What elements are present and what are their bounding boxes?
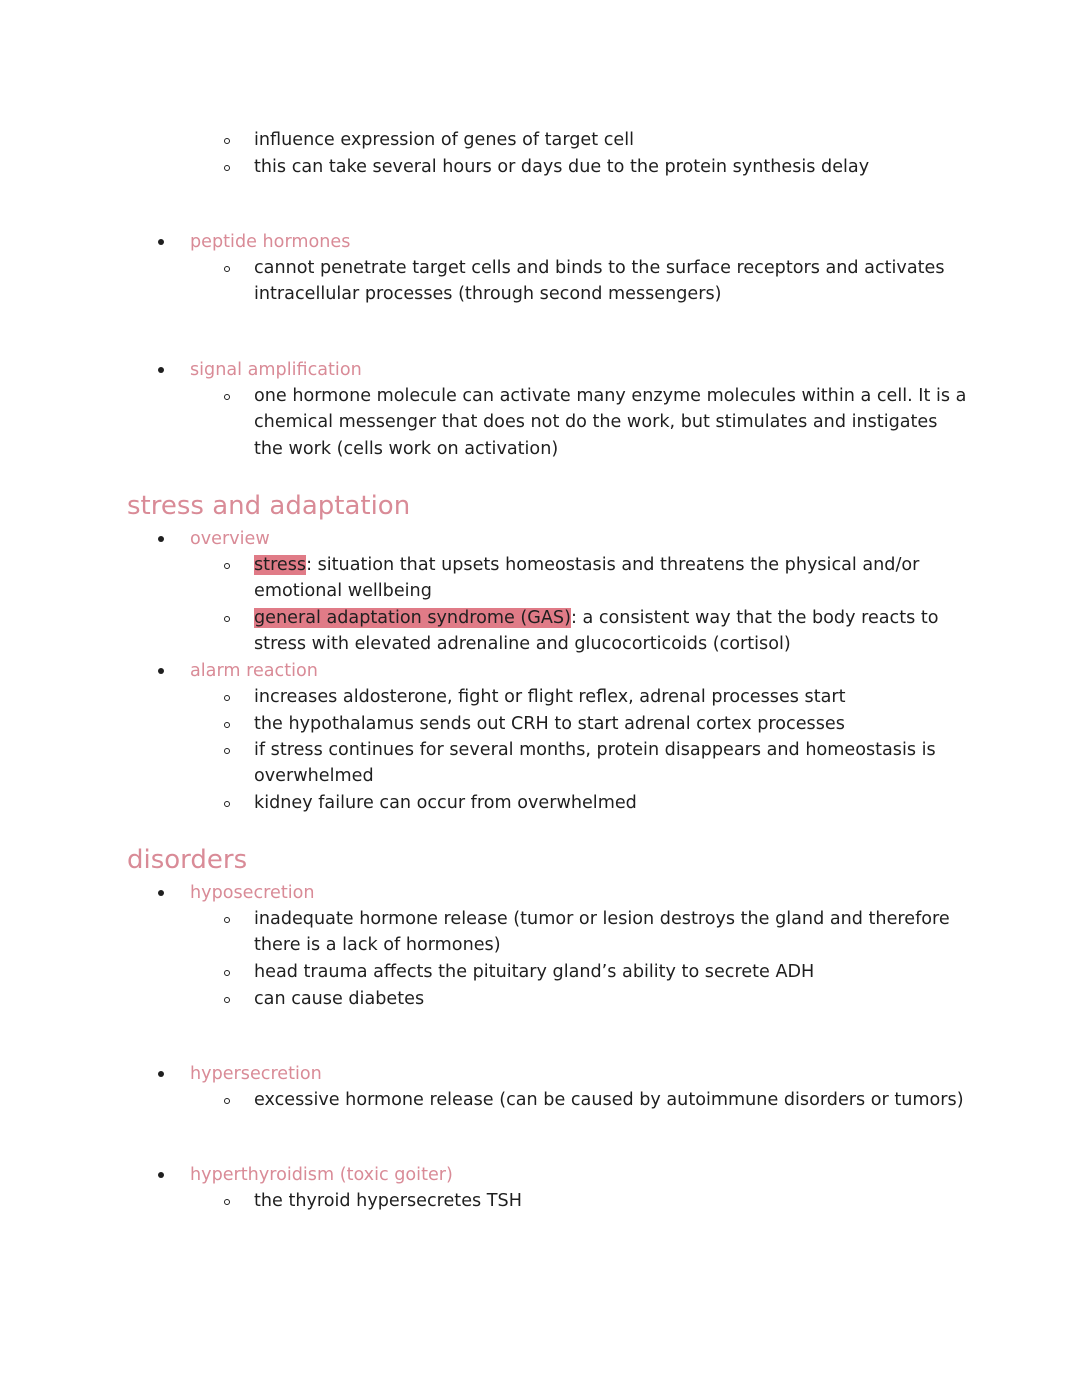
list-item-continuation: stress with elevated adrenaline and glucocorticoids (cortisol) xyxy=(254,634,791,654)
list-item-continuation: the work (cells work on activation) xyxy=(254,439,559,459)
list-item-continuation: intracellular processes (through second messengers) xyxy=(254,284,722,304)
bullet xyxy=(158,536,164,542)
sub-bullet xyxy=(224,1199,230,1205)
sub-bullet xyxy=(224,722,230,728)
list-item: can cause diabetes xyxy=(254,989,425,1009)
bullet xyxy=(158,1172,164,1178)
section-heading-disorders: disorders xyxy=(127,845,248,875)
stress-definition: : situation that upsets homeostasis and threatens the physical and/or xyxy=(306,555,920,575)
highlight-gas: general adaptation syndrome (GAS) xyxy=(254,608,571,628)
list-item-continuation: there is a lack of hormones) xyxy=(254,935,501,955)
sub-bullet xyxy=(224,1098,230,1104)
sub-bullet xyxy=(224,563,230,569)
list-item-continuation: overwhelmed xyxy=(254,766,374,786)
bullet xyxy=(158,1071,164,1077)
list-item: influence expression of genes of target cell xyxy=(254,130,635,150)
subheading-hypersecretion: hypersecretion xyxy=(190,1064,322,1084)
sub-bullet xyxy=(224,970,230,976)
subheading-signal-amplification: signal amplification xyxy=(190,360,362,380)
sub-bullet xyxy=(224,748,230,754)
sub-bullet xyxy=(224,138,230,144)
highlight-stress: stress xyxy=(254,555,307,575)
subheading-overview: overview xyxy=(190,529,270,549)
list-item-continuation: emotional wellbeing xyxy=(254,581,432,601)
list-item: the hypothalamus sends out CRH to start adrenal cortex processes xyxy=(254,714,845,734)
sub-bullet xyxy=(224,394,230,400)
sub-bullet xyxy=(224,266,230,272)
list-item: excessive hormone release (can be caused by autoimmune disorders or tumors) xyxy=(254,1090,964,1110)
subheading-peptide-hormones: peptide hormones xyxy=(190,232,351,252)
list-item-gas xyxy=(254,605,939,632)
list-item: one hormone molecule can activate many enzyme molecules within a cell. It is a xyxy=(254,386,967,406)
list-item: inadequate hormone release (tumor or lesion destroys the gland and therefore xyxy=(254,909,950,929)
list-item-continuation: chemical messenger that does not do the work, but stimulates and instigates xyxy=(254,412,938,432)
sub-bullet xyxy=(224,917,230,923)
sub-bullet xyxy=(224,165,230,171)
subheading-hyperthyroidism: hyperthyroidism (toxic goiter) xyxy=(190,1165,453,1185)
section-heading-stress-and-adaptation: stress and adaptation xyxy=(127,491,411,521)
gas-definition: : a consistent way that the body reacts to xyxy=(570,608,939,628)
list-item: cannot penetrate target cells and binds to the surface receptors and activates xyxy=(254,258,945,278)
bullet xyxy=(158,367,164,373)
list-item: increases aldosterone, fight or flight reflex, adrenal processes start xyxy=(254,687,846,707)
list-item: kidney failure can occur from overwhelmed xyxy=(254,793,637,813)
bullet xyxy=(158,668,164,674)
bullet xyxy=(158,890,164,896)
sub-bullet xyxy=(224,801,230,807)
list-item: if stress continues for several months, protein disappears and homeostasis is xyxy=(254,740,936,760)
list-item: head trauma affects the pituitary gland’s ability to secrete ADH xyxy=(254,962,815,982)
subheading-hyposecretion: hyposecretion xyxy=(190,883,315,903)
list-item-stress xyxy=(254,552,919,579)
sub-bullet xyxy=(224,616,230,622)
subheading-alarm-reaction: alarm reaction xyxy=(190,661,318,681)
sub-bullet xyxy=(224,997,230,1003)
list-item: the thyroid hypersecretes TSH xyxy=(254,1191,522,1211)
list-item: this can take several hours or days due to the protein synthesis delay xyxy=(254,157,870,177)
bullet xyxy=(158,239,164,245)
sub-bullet xyxy=(224,695,230,701)
